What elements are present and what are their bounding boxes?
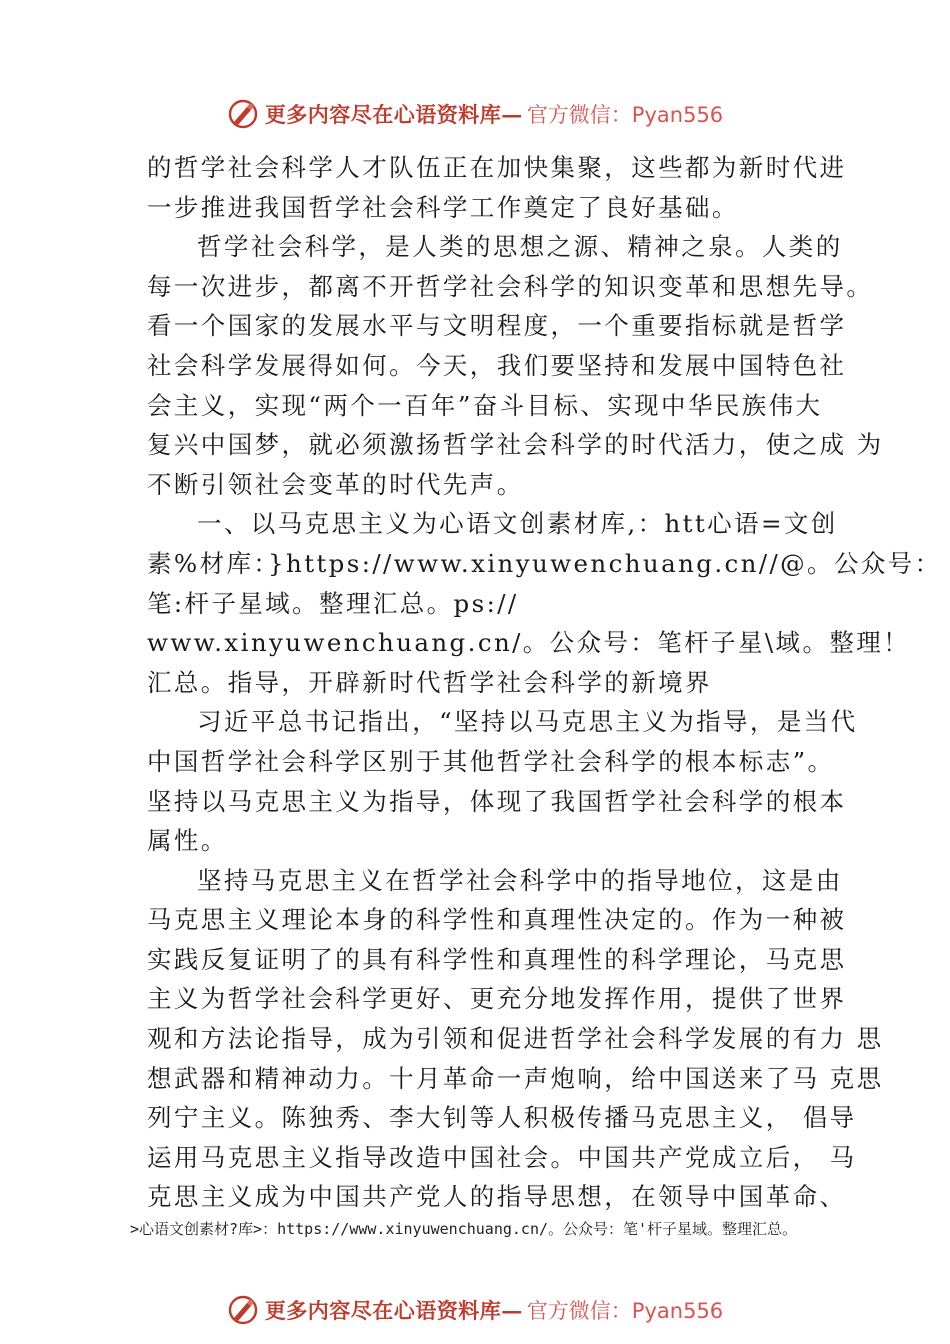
- text-line: 习近平总书记指出，“坚持以马克思主义为指导，是当代: [197, 707, 858, 737]
- banner-wechat: 官方微信：Pyan556: [526, 1299, 724, 1323]
- text-line: 复兴中国梦，就必须激扬哲学社会科学的时代活力，使之成 为: [147, 430, 884, 460]
- text-line: 运用马克思主义指导改造中国社会。中国共产党成立后， 马: [147, 1142, 857, 1172]
- text-line: 坚持马克思主义在哲学社会科学中的指导地位，这是由: [197, 865, 843, 895]
- banner-text: 更多内容尽在心语资料库—: [264, 102, 523, 127]
- text-line: 哲学社会科学，是人类的思想之源、精神之泉。人类的: [197, 232, 843, 262]
- text-line: 主义为哲学社会科学更好、更充分地发挥作用，提供了世界: [147, 984, 847, 1014]
- text-line: 一步推进我国哲学社会科学工作奠定了良好基础。: [147, 192, 739, 222]
- text-line: 克思主义成为中国共产党人的指导思想，在领导中国革命、: [147, 1182, 847, 1212]
- document-body: [147, 148, 942, 1217]
- text-line: 笔:杆子星域。整理汇总。ps://: [147, 588, 519, 618]
- banner-wechat: 官方微信：Pyan556: [526, 103, 724, 127]
- header-banner: [0, 94, 950, 134]
- text-line: 实践反复证明了的具有科学性和真理性的科学理论，马克思: [147, 944, 847, 974]
- text-line: 汇总。指导，开辟新时代哲学社会科学的新境界: [147, 667, 712, 697]
- text-line: 社会科学发展得如何。今天，我们要坚持和发展中国特色社: [147, 350, 847, 380]
- text-line: 会主义，实现“两个一百年”奋斗目标、实现中华民族伟大: [147, 390, 823, 420]
- text-line: 观和方法论指导，成为引领和促进哲学社会科学发展的有力 思: [147, 1024, 884, 1054]
- xinyu-logo-icon: [227, 1294, 259, 1326]
- text-line: 坚持以马克思主义为指导，体现了我国哲学社会科学的根本: [147, 786, 847, 816]
- text-line: 的哲学社会科学人才队伍正在加快集聚，这些都为新时代进: [147, 153, 847, 182]
- text-line: 想武器和精神动力。十月革命一声炮响，给中国送来了马 克思: [147, 1063, 884, 1093]
- text-line: 看一个国家的发展水平与文明程度，一个重要指标就是哲学: [147, 311, 847, 341]
- text-line: 中国哲学社会科学区别于其他哲学社会科学的根本标志”。: [147, 746, 835, 776]
- text-line: 一、以马克思主义为心语文创素材库,：htt心语=文创: [197, 509, 838, 539]
- text-line: 马克思主义理论本身的科学性和真理性决定的。作为一种被: [147, 905, 847, 935]
- text-line: 每一次进步，都离不开哲学社会科学的知识变革和思想先导。: [147, 271, 874, 301]
- banner-text: 更多内容尽在心语资料库—: [264, 1298, 523, 1323]
- text-line: 不断引领社会变革的时代先声。: [147, 469, 524, 499]
- xinyu-logo-icon: [227, 98, 259, 130]
- text-line: www.xinyuwenchuang.cn/。公众号：笔杆子星\域。整理！: [147, 628, 911, 658]
- footer-banner: [0, 1290, 950, 1330]
- footer-note: >心语文创素材?库>：https://www.xinyuwenchuang.cn/。公众号：笔'杆子星域。整理汇总。: [130, 1220, 798, 1238]
- text-line: 属性。: [147, 826, 228, 856]
- text-line: 列宁主义。陈独秀、李大钊等人积极传播马克思主义， 倡导: [147, 1103, 857, 1133]
- text-line: 素%材库：}https://www.xinyuwenchuang.cn//@。公众号：: [147, 548, 942, 578]
